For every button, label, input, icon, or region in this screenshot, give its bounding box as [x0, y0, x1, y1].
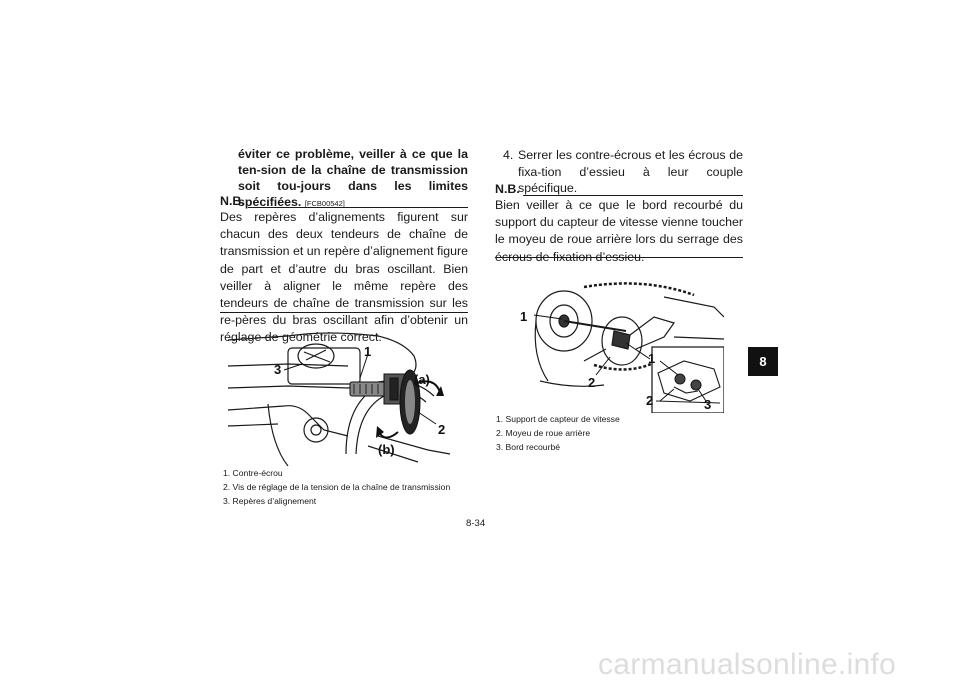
right-note [495, 182, 743, 266]
callout-3: 3 [274, 362, 282, 377]
watermark: carmanualsonline.info [598, 648, 897, 681]
note-heading [220, 194, 468, 208]
callout-1: 1 [520, 309, 528, 324]
callout-2: 2 [438, 422, 446, 437]
step-text: Serrer les contre-écrous et les écrous de fixa-tion d’essieu à leur couple spécifique. [518, 148, 743, 195]
right-figure-captions [496, 412, 620, 454]
caption-item: 2. Vis de réglage de la tension de la chaîne de transmission [223, 482, 451, 492]
left-note [220, 194, 468, 347]
caption-item: 3. Repères d’alignement [223, 496, 317, 506]
callout-a: (a) [414, 372, 430, 387]
chapter-tab: 8 [748, 347, 778, 376]
warning-text: éviter ce problème, veiller à ce que la ten-sion de la chaîne de transmission soit tou-jours dans les limites spécifiées. [238, 147, 468, 209]
note-body: Des repères d’alignements figurent sur chacun des deux tendeurs de chaîne de transmission et un repère d’alignement figure de part et d’autre du bras oscillant. Bien veiller à aligner le même repère des tendeurs de chaîne de transmission sur les re-pères du bras oscillant afin d’obtenir un réglage de géométrie correct. [220, 210, 468, 345]
inset-callout-1: 1 [648, 351, 656, 366]
left-note-end-rule [220, 312, 468, 313]
warning-code: [FCB00542] [304, 199, 345, 208]
inset-callout-2: 2 [646, 393, 654, 408]
caption-item: 1. Contre-écrou [223, 468, 283, 478]
note-heading [495, 182, 743, 196]
callout-2: 2 [588, 375, 596, 390]
caption-item: 2. Moyeu de roue arrière [496, 428, 591, 438]
right-note-end-rule [495, 257, 743, 258]
caption-item: 1. Support de capteur de vitesse [496, 414, 620, 424]
note-body: Bien veiller à ce que le bord recourbé du support du capteur de vitesse vienne toucher le moyeu de roue arrière lors du serrage des écrous de fixation d’essieu. [495, 198, 743, 264]
note-heading-rule [248, 198, 468, 208]
note-heading-rule [523, 186, 743, 196]
left-figure-captions [223, 466, 450, 508]
chain-adjuster-figure [228, 326, 464, 466]
speed-sensor-figure [514, 277, 724, 413]
inset-callout-3: 3 [704, 397, 712, 412]
note-heading-label: N.B. [495, 182, 520, 196]
callout-1: 1 [364, 344, 372, 359]
step-number: 4. [503, 148, 514, 162]
note-heading-label: N.B. [220, 194, 245, 208]
page-number: 8-34 [466, 518, 486, 529]
caption-item: 3. Bord recourbé [496, 442, 561, 452]
callout-b: (b) [378, 442, 395, 457]
